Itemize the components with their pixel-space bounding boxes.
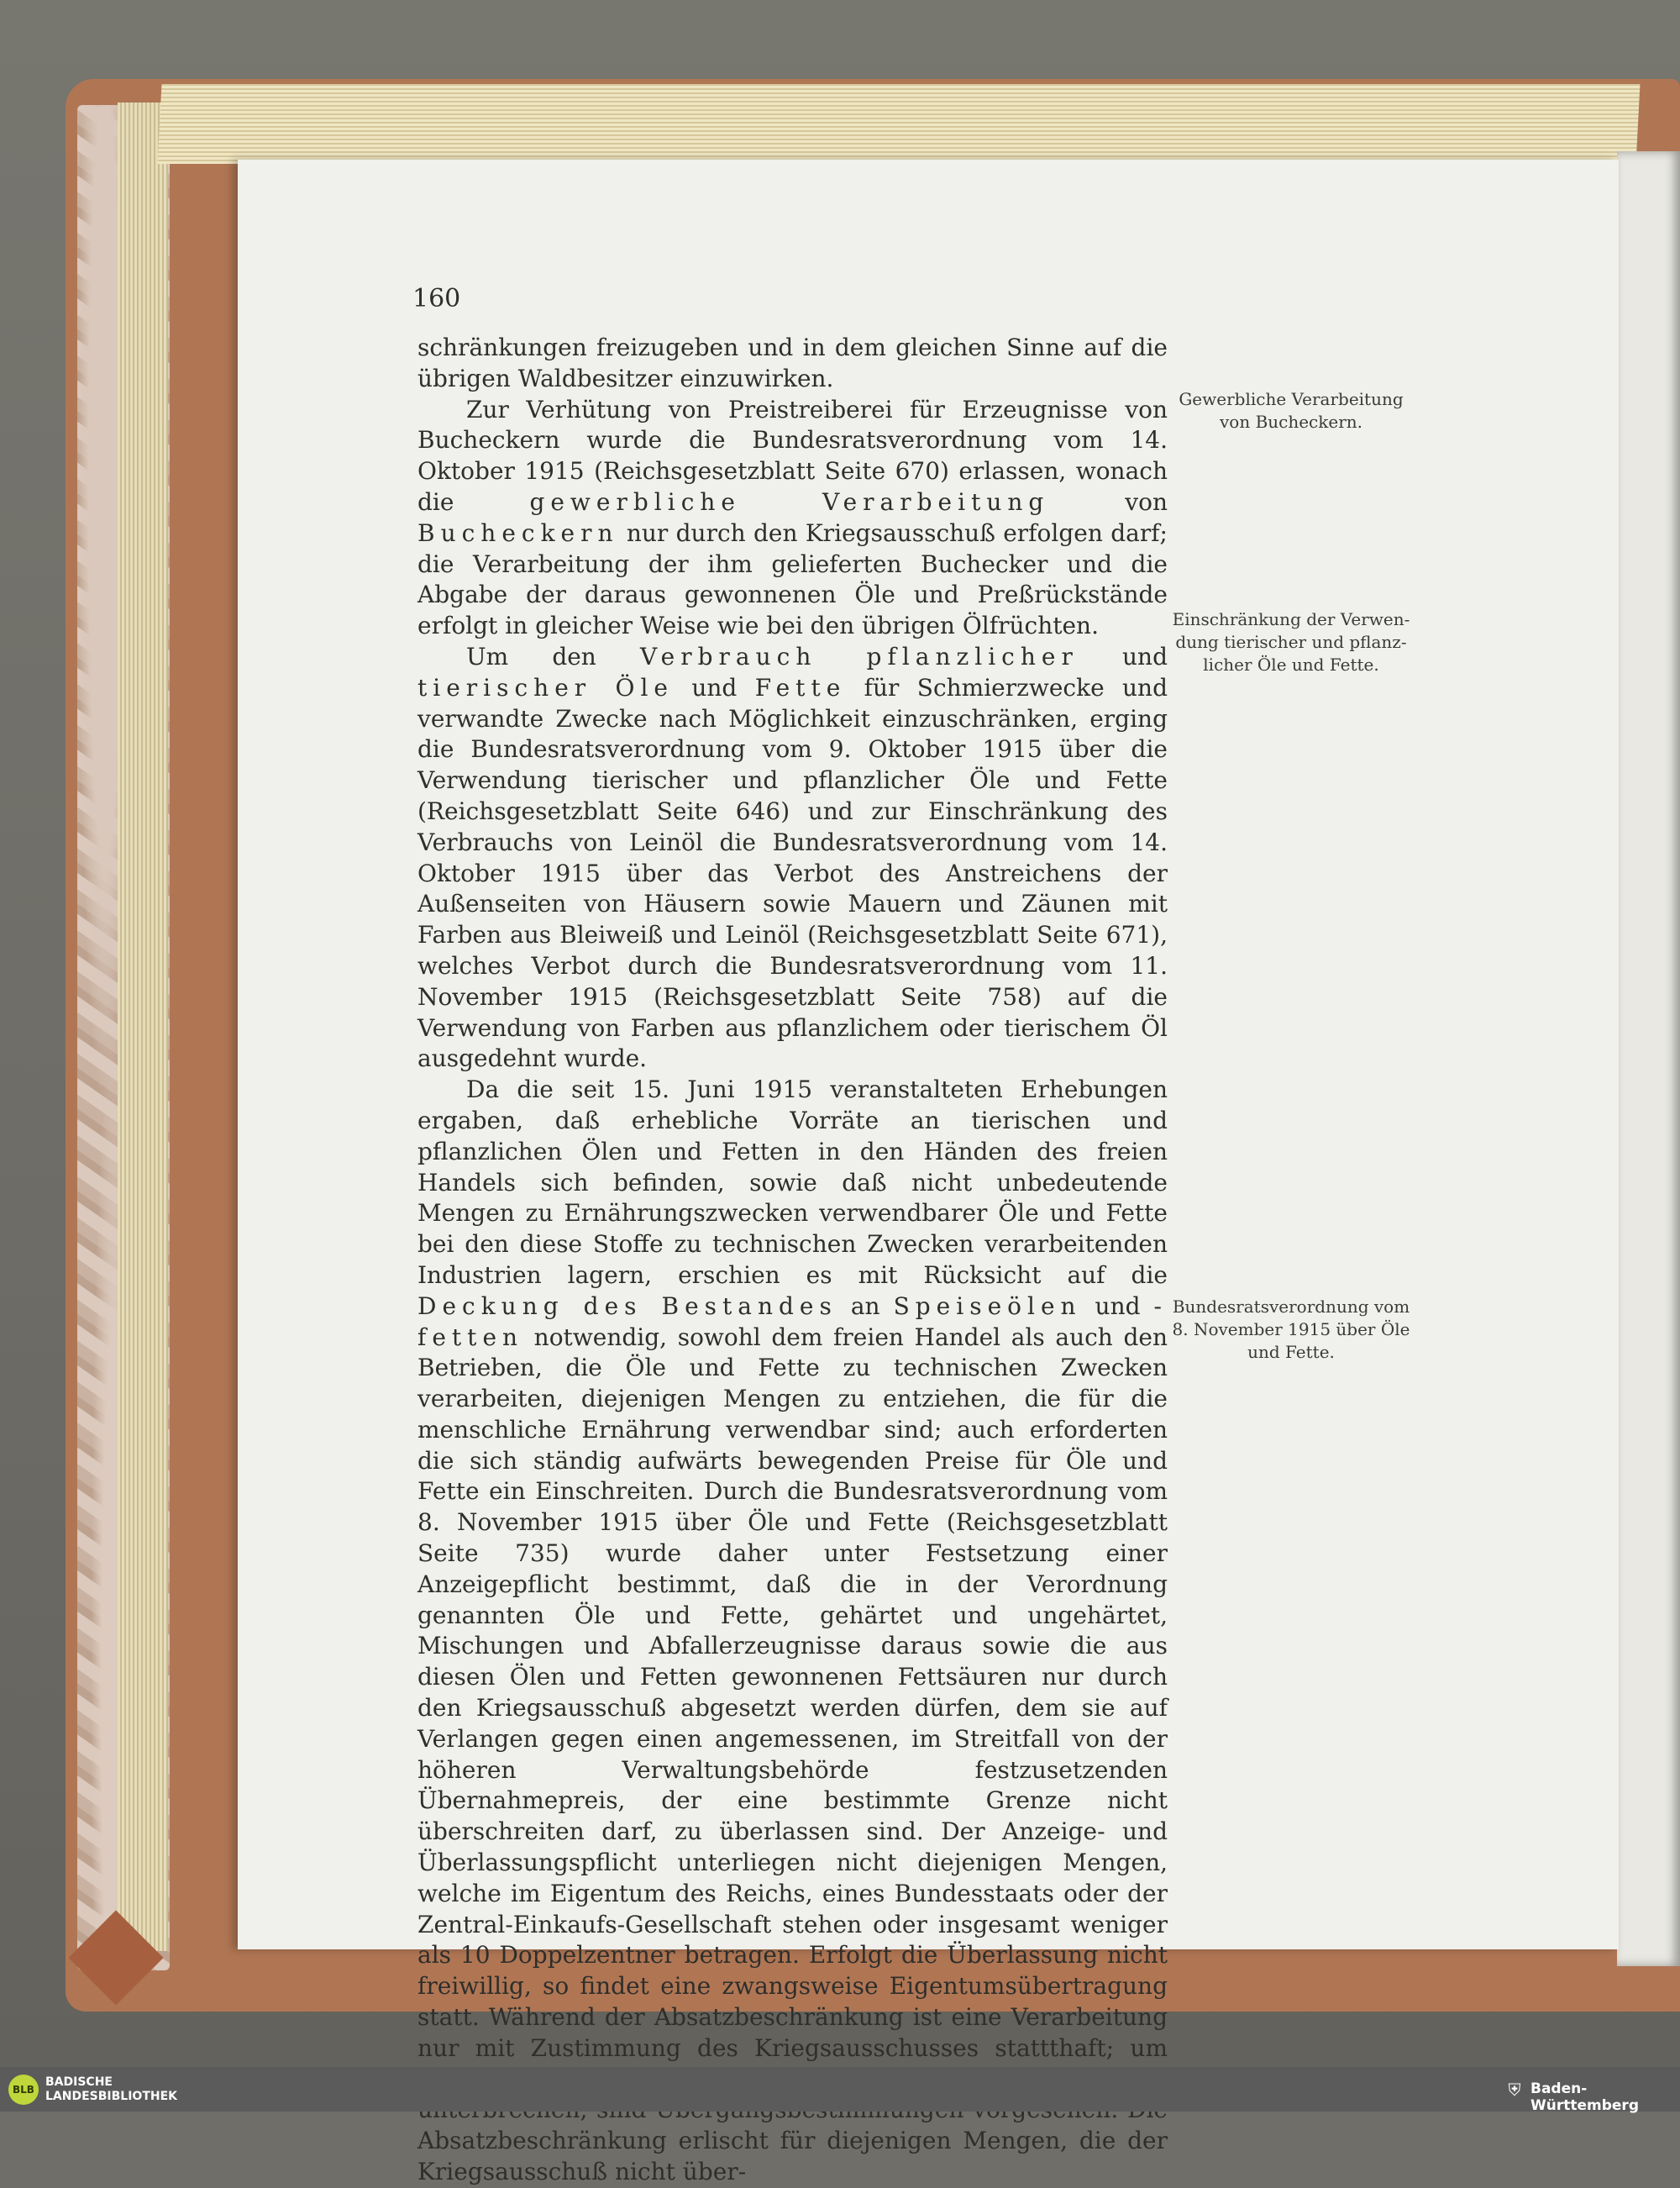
page-stack-edge <box>118 103 168 1951</box>
text-run: notwendig, sowohl dem freien Handel als auch den Betrieben, die Öle und Fette zu technischen Zwecken verarbeiten, diejenigen Mengen zu entziehen, die für die menschliche Ernährung verwendbar sind; auch erforderten die sich ständig aufwärts bewegenden Preise für Öle und Fette ein Einschreiten. Durch die Bundesratsverordnung vom 8. November 1915 über Öle und Fette (Reichsgesetzblatt Seite 735) wurde daher unter Festsetzung einer Anzeigepflicht bestimmt, daß die in der Verordnung genannten Öle und Fette, gehärtet und ungehärtet, Mischungen und Abfallerzeugnisse daraus sowie die aus diesen Ölen und Fetten gewonnenen Fettsäuren nur durch den Kriegsausschuß abgesetzt werden dürfen, dem sie auf Verlangen gegen einen angemessenen, im Streitfall von der höheren Verwaltungsbehörde festzusetzenden Übernahmepreis, der eine bestimmte Grenze nicht überschreiten darf, zu überlassen sind. Der Anzeige- und Überlassungspflicht unterliegen nicht diejenigen Mengen, welche im Eigentum des Reichs, eines Bundesstaats oder der Zentral-Einkaufs-Gesellschaft stehen oder insgesamt weniger als 10 Doppelzentner betragen. Erfolgt die Überlassung nicht freiwillig, so findet eine zwangsweise Eigentumsübertragung statt. Während der Absatzbeschränkung ist eine Verarbeitung nur mit Zustimmung des Kriegsausschusses stattthaft; um Absatzbeschränkung erlischt für diejenigen Mengen, die der Kriegsausschuß nicht über- <box>417 1323 1168 2186</box>
state-coat-of-arms-icon: ⛨ <box>1508 2080 1521 2100</box>
text-run: von <box>1049 487 1168 516</box>
spaced-emphasis: tierischer Öle <box>417 673 674 702</box>
spaced-emphasis: Fette <box>754 673 847 702</box>
viewer-footer <box>0 2067 1680 2112</box>
library-name-line1: BADISCHE <box>45 2075 113 2089</box>
margin-note-line: Bundesratsverordnung vom <box>1172 1296 1410 1317</box>
library-name-line2: LANDESBIBLIOTHEK <box>45 2090 178 2103</box>
spaced-emphasis: Speiseölen <box>893 1291 1082 1320</box>
margin-note-bucheckern <box>1169 388 1413 434</box>
paragraph <box>417 333 1168 395</box>
text-run: für Schmierzwecke und verwandte Zwecke nach Möglichkeit einzuschränken, erging die Bundesratsverordnung vom 9. Oktober 1915 über die Verwendung tierischer und pflanzlicher Öle und Fette (Reichsgesetzblatt Seite 646) und zur Einschränkung des Verbrauchs von Leinöl die Bundesratsverordnung vom 14. Oktober 1915 über das Verbot des Anstreichens der Außenseiten von Häusern sowie Mauern und Zäunen mit Farben aus Bleiweiß und Leinöl (Reichsgesetzblatt Seite 671), welches Verbot durch die Bundesratsverordnung vom 11. November 1915 (Reichsgesetzblatt Seite 758) auf die Verwendung von Farben aus pflanzlichem oder tierischem Öl ausgedehnt wurde. <box>417 673 1168 1073</box>
spaced-emphasis: -fetten <box>417 1291 1168 1351</box>
state-label[interactable]: Baden-Württemberg <box>1530 2080 1639 2114</box>
blb-logo-icon[interactable]: BLB <box>8 2075 39 2105</box>
margin-note-line: und Fette. <box>1247 1342 1335 1362</box>
paragraph <box>417 642 1168 1075</box>
spaced-emphasis: Bucheckern <box>417 518 619 547</box>
margin-note-line: Einschränkung der Verwen- <box>1172 609 1410 629</box>
body-text <box>417 333 1168 2188</box>
margin-note-line: licher Öle und Fette. <box>1203 655 1379 675</box>
paragraph <box>417 1075 1168 2188</box>
text-run: Da die seit 15. Juni 1915 veranstalteten Erhebungen ergaben, daß erhebliche Vorräte an tierischen und pflanzlichen Ölen und Fetten in den Händen des freien Handels sich befinden, sowie daß nicht unbedeutende Mengen zu Ernährungszwecken verwendbarer Öle und Fette bei den diese Stoffe zu technischen Zwecken verarbeitenden Industrien lagern, erschien es mit Rücksicht auf die <box>417 1076 1168 1289</box>
margin-note-einschraenkung <box>1169 608 1413 676</box>
text-run: und <box>674 673 755 702</box>
margin-note-line: Gewerbliche Verarbeitung <box>1179 389 1404 409</box>
spaced-emphasis: Deckung des Bestandes <box>417 1291 837 1320</box>
top-page-edge <box>158 84 1641 164</box>
text-run: und <box>1078 642 1168 671</box>
library-name[interactable] <box>45 2075 177 2104</box>
margin-note-verordnung <box>1169 1296 1413 1364</box>
text-run: Um den <box>466 642 641 671</box>
margin-note-line: dung tierischer und pflanz- <box>1175 632 1407 652</box>
text-run: und <box>1081 1291 1154 1320</box>
text-run: Zur Verhütung von Preistreiberei für Erzeugnisse von Bucheckern wurde die Bundesratsverordnung vom 14. Oktober 1915 (Reichsgesetzblatt Seite 670) erlassen, wonach die <box>417 395 1168 516</box>
text-run: schränkungen freizugeben und in dem gleichen Sinne auf die übrigen Waldbesitzer einzuwirken. <box>417 334 1168 392</box>
facing-page-edge <box>1617 151 1680 1966</box>
spaced-emphasis: Verbrauch pflanzlicher <box>640 642 1079 671</box>
text-run: an <box>837 1291 894 1320</box>
spaced-emphasis: gewerbliche Verarbeitung <box>529 487 1050 516</box>
margin-note-line: von Bucheckern. <box>1219 412 1363 432</box>
margin-note-line: 8. November 1915 über Öle <box>1172 1319 1410 1339</box>
text-run: nur durch den Kriegsausschuß erfolgen darf; die Verarbeitung der ihm gelieferten Buchecker und die Abgabe der daraus gewonnenen Öle und Preßrückstände erfolgt in gleicher Weise wie bei den übrigen Ölfrüchten. <box>417 518 1168 640</box>
paragraph <box>417 395 1168 642</box>
page-number: 160 <box>412 284 461 313</box>
